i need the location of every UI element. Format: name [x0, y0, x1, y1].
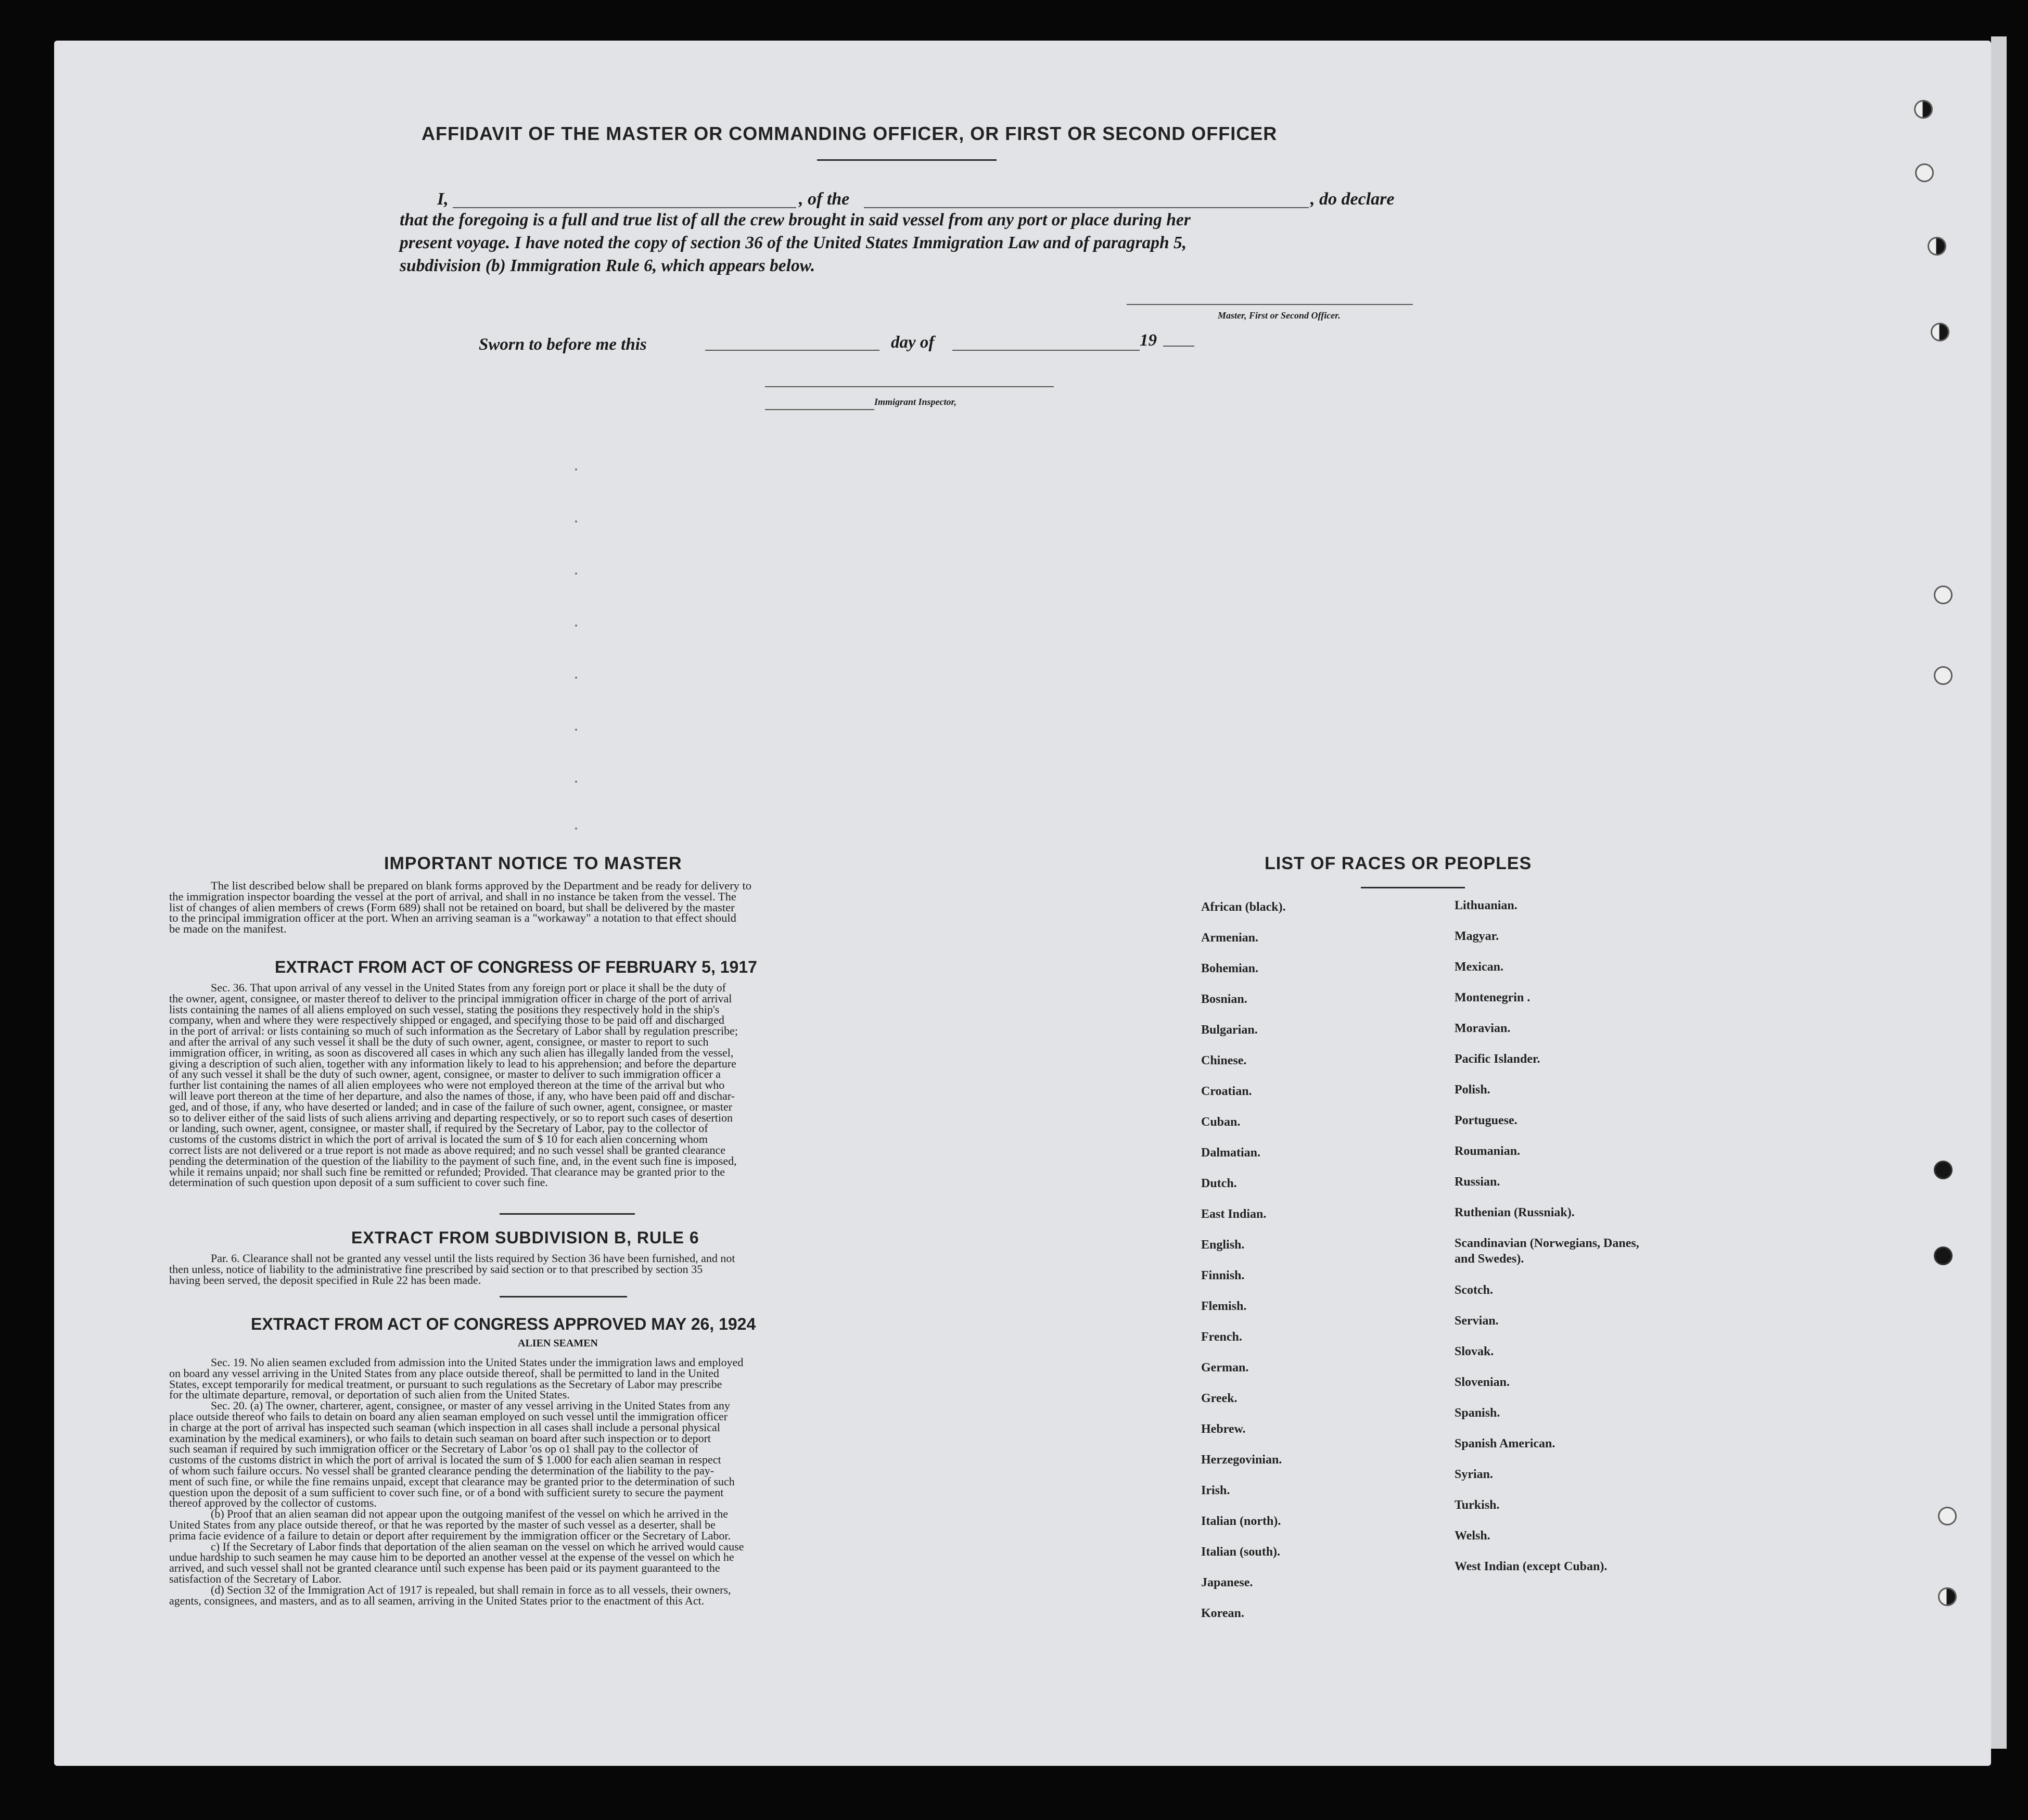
column-dot: [575, 828, 577, 830]
race-item: Polish.: [1455, 1083, 1490, 1097]
extract-1917-line: so to deliver either of the said lists of such aliens arriving and departing respectively, or so to report such cases of desertion: [169, 1111, 733, 1124]
extract-1924-line: customs of the customs district in which the port of arrival is located the sum of $ 1.000 for each alien seaman in respect: [169, 1453, 721, 1467]
race-item: German.: [1201, 1361, 1249, 1374]
extract-1924-line: examination by the medical examiners), or who fails to detain such seaman on board after such inspection or to deport: [169, 1431, 711, 1445]
page-edge: [1991, 36, 2007, 1749]
extract-1917-body: [169, 983, 950, 1188]
extract-1924-line: Sec. 19. No alien seamen excluded from admission into the United States under the immigration laws and employed: [211, 1356, 744, 1369]
notice-line: The list described below shall be prepared on blank forms approved by the Department and be ready for delivery to: [211, 879, 752, 892]
binder-hole: [1914, 100, 1933, 119]
extract-1924-line: c) If the Secretary of Labor finds that deportation of the alien seaman on the vessel on which he arrived would cause: [211, 1539, 744, 1553]
race-item: Spanish American.: [1455, 1437, 1555, 1450]
race-item: Lithuanian.: [1455, 899, 1517, 912]
affidavit-line-2: that the foregoing is a full and true list of all the crew brought in said vessel from any port or place during her: [400, 210, 1191, 230]
race-item: Scandinavian (Norwegians, Danes, and Swedes).: [1455, 1237, 1639, 1266]
extract-1917-line: while it remains unpaid; nor shall such fine be remitted or refunded; Provided. That clearance may be granted prior to the: [169, 1165, 725, 1178]
extract-1917-rule: [500, 1213, 635, 1215]
binder-hole: [1934, 666, 1953, 685]
race-item: Finnish.: [1201, 1269, 1245, 1282]
binder-hole: [1928, 237, 1946, 256]
extract-1924-line: for the ultimate departure, removal, or deportation of such alien from the United States.: [169, 1388, 570, 1402]
extract-1924-subtitle: ALIEN SEAMEN: [518, 1338, 598, 1349]
race-item: Syrian.: [1455, 1468, 1494, 1481]
race-item: East Indian.: [1201, 1207, 1267, 1221]
extract-1917-line: determination of such question upon deposit of a sum sufficient to cover such fine.: [169, 1176, 548, 1189]
race-item: Herzegovinian.: [1201, 1453, 1282, 1467]
extract-1924-title: EXTRACT FROM ACT OF CONGRESS APPROVED MAY 26, 1924: [251, 1315, 756, 1333]
notice-title: IMPORTANT NOTICE TO MASTER: [384, 854, 682, 873]
extract-1924-line: Sec. 20. (a) The owner, charterer, agent, consignee, or master of any vessel arriving in the United States from any: [211, 1399, 730, 1412]
affidavit-line-4: subdivision (b) Immigration Rule 6, which appears below.: [400, 256, 815, 275]
extract-1924-line: States, except temporarily for medical treatment, or pursuant to such regulations as the Secretary of Labor may prescribe: [169, 1377, 722, 1391]
of-the-label: , of the: [799, 189, 850, 209]
race-item: Flemish.: [1201, 1300, 1247, 1313]
race-item: Russian.: [1455, 1175, 1500, 1189]
extract-1924-line: satisfaction of the Secretary of Labor.: [169, 1572, 342, 1585]
affidavit-title: AFFIDAVIT OF THE MASTER OR COMMANDING OFFICER, OR FIRST OR SECOND OFFICER: [422, 123, 1278, 144]
extract-1917-line: giving a description of such alien, together with any information likely to lead to his apprehension; and before the departure: [169, 1057, 736, 1070]
master-signature-field[interactable]: [1127, 304, 1413, 305]
race-item: Dalmatian.: [1201, 1146, 1260, 1160]
race-item: Roumanian.: [1455, 1144, 1521, 1158]
notice-line: the immigration inspector boarding the vessel at the port of arrival, and shall in no instance be taken from the vessel. The: [169, 889, 736, 903]
race-item: Welsh.: [1455, 1529, 1490, 1543]
race-item: Magyar.: [1455, 930, 1499, 943]
race-item: Bosnian.: [1201, 992, 1247, 1006]
race-item: Italian (north).: [1201, 1514, 1281, 1528]
do-declare-label: , do declare: [1310, 189, 1395, 209]
extract-1917-line: Sec. 36. That upon arrival of any vessel in the United States from any foreign port or place it shall be the duty of: [211, 981, 726, 994]
race-item: Croatian.: [1201, 1085, 1252, 1098]
column-dot: [575, 729, 577, 731]
notice-line: list of changes of alien members of crews (Form 689) shall not be retained on board, but shall be delivered by the master: [169, 900, 735, 914]
column-dot: [575, 781, 577, 783]
race-item: Slovenian.: [1455, 1376, 1510, 1389]
binder-hole: [1938, 1507, 1957, 1525]
race-item: Italian (south).: [1201, 1545, 1281, 1559]
extract-1917-line: customs of the customs district in which the port of arrival is located the sum of $ 10 for each alien concerning whom: [169, 1132, 708, 1146]
affidavit-line-3: present voyage. I have noted the copy of section 36 of the United States Immigration Law and of paragraph 5,: [400, 233, 1187, 252]
race-item: Mexican.: [1455, 960, 1503, 974]
race-item: Servian.: [1455, 1314, 1499, 1328]
race-item: Hebrew.: [1201, 1422, 1246, 1436]
column-dot: [575, 677, 577, 679]
column-dot: [575, 625, 577, 627]
extract-1917-line: company, when and where they were respectively shipped or engaged, and specifying those to be paid off and discharged: [169, 1013, 724, 1027]
binder-hole: [1915, 163, 1934, 182]
day-of-label: day of: [891, 333, 935, 352]
affidavit-title-rule: [817, 159, 997, 161]
sworn-day-field[interactable]: [705, 350, 879, 351]
binder-hole: [1938, 1587, 1957, 1606]
sworn-label: Sworn to before me this: [479, 335, 647, 354]
race-item: West Indian (except Cuban).: [1455, 1560, 1608, 1573]
extract-1917-line: will leave port thereon at the time of her departure, and also the names of those, if any, who have been paid off and dischar-: [169, 1089, 735, 1102]
declarant-prefix: I,: [437, 189, 449, 209]
year-prefix: 19: [1140, 331, 1157, 350]
extract-1924-line: (b) Proof that an alien seaman did not appear upon the outgoing manifest of the vessel on which he arrived in the: [211, 1507, 728, 1521]
races-left-column: [1201, 899, 1446, 1636]
extract-1917-title: EXTRACT FROM ACT OF CONGRESS OF FEBRUARY 5, 1917: [275, 958, 757, 976]
binder-hole: [1934, 1246, 1953, 1265]
race-item: Irish.: [1201, 1484, 1230, 1497]
race-item: Greek.: [1201, 1392, 1238, 1405]
extract-1917-line: pending the determination of the question of the liability to the payment of such fine, and, in the event such fine is imposed,: [169, 1154, 737, 1167]
race-item: African (black).: [1201, 900, 1286, 914]
extract-1924-line: prima facie evidence of a failure to detain or deport after requirement by the immigration officer or the Secretary of Labor.: [169, 1529, 731, 1542]
extract-1924-line: on board any vessel arriving in the United States from any place outside thereof, shall be permitted to land in the United: [169, 1366, 719, 1380]
extract-1924-line: such seaman if required by such immigration officer or the Secretary of Labor 'os op o1 shall pay to the collector of: [169, 1442, 699, 1456]
extract-1924-line: question upon the deposit of a sum sufficient to cover such fine, or of a bond with sufficient surety to secure the payment: [169, 1485, 724, 1499]
race-item: Japanese.: [1201, 1576, 1253, 1589]
extract-1924-line: arrived, and such vessel shall not be granted clearance until such expense has been paid or its payment guaranteed to the: [169, 1561, 720, 1575]
extract-rule6-line: having been served, the deposit specified in Rule 22 has been made.: [169, 1273, 481, 1287]
extract-1924-line: in charge at the port of arrival has inspected such seaman (which inspection in all cases shall include a personal physical: [169, 1420, 720, 1434]
race-item: Slovak.: [1455, 1345, 1494, 1358]
extract-rule6-line: then unless, notice of liability to the administrative fine prescribed by said section or to that prescribed by section 35: [169, 1262, 703, 1276]
inspector-caption: Immigrant Inspector,: [874, 397, 957, 407]
race-item: Chinese.: [1201, 1054, 1247, 1067]
extract-rule6-body: [169, 1253, 950, 1286]
extract-1924-body: [169, 1357, 955, 1606]
extract-rule6-rule: [500, 1296, 627, 1297]
races-right-column: [1455, 898, 1657, 1589]
extract-1917-line: of any such vessel it shall be the duty of such owner, agent, consignee, or master to deliver to such immigration officer a: [169, 1067, 721, 1081]
race-item: Scotch.: [1455, 1283, 1493, 1297]
race-item: Dutch.: [1201, 1177, 1237, 1190]
extract-1924-line: thereof approved by the collector of customs.: [169, 1496, 377, 1510]
race-item: Bulgarian.: [1201, 1023, 1258, 1037]
notice-body: [169, 881, 950, 935]
race-item: Portuguese.: [1455, 1114, 1517, 1127]
extract-1924-line: of whom such failure occurs. No vessel shall be granted clearance pending the determination of the liability to the pay-: [169, 1463, 715, 1477]
race-item: Moravian.: [1455, 1022, 1511, 1035]
notice-line: be made on the manifest.: [169, 922, 287, 936]
binder-hole: [1931, 323, 1949, 341]
extract-1924-line: United States from any place outside thereof, or that he was reported by the master of such vessel as a deserter, shall be: [169, 1518, 716, 1531]
race-item: Pacific Islander.: [1455, 1052, 1540, 1066]
extract-1917-line: and after the arrival of any such vessel it shall be the duty of such owner, agent, consignee, or master to report to such: [169, 1035, 709, 1048]
extract-rule6-line: Par. 6. Clearance shall not be granted any vessel until the lists required by Section 36 have been furnished, and not: [211, 1252, 735, 1265]
extract-1924-line: undue hardship to such seamen he may cause him to be deported an another vessel at the expense of the vessel on which he: [169, 1550, 734, 1564]
notice-line: to the principal immigration officer at the port. When an arriving seaman is a "workaway" a notation to that effect should: [169, 911, 736, 925]
extract-1917-line: ged, and of those, if any, who have deserted or landed; and in case of the failure of such owner, agent, consignee, or master: [169, 1100, 733, 1113]
sworn-month-field[interactable]: [952, 350, 1140, 351]
race-item: Ruthenian (Russniak).: [1455, 1206, 1575, 1219]
master-caption: Master, First or Second Officer.: [1218, 310, 1341, 321]
extract-1917-line: lists containing the names of all aliens employed on such vessel, stating the positions they respectively hold in the ship's: [169, 1002, 720, 1016]
extract-1917-line: in the port of arrival: or lists containing so much of such information as the Secretary of Labor shall by regulation prescribe;: [169, 1024, 738, 1038]
race-item: Spanish.: [1455, 1406, 1500, 1420]
races-title-rule: [1361, 887, 1465, 888]
race-item: English.: [1201, 1238, 1245, 1252]
binder-hole: [1934, 1161, 1953, 1179]
race-item: French.: [1201, 1330, 1242, 1344]
inspector-signature-field-2[interactable]: [765, 409, 874, 410]
extract-1917-line: or landing, such owner, agent, consignee, or master shall, if required by the Secretary of Labor, pay to the collector of: [169, 1122, 708, 1135]
race-item: Korean.: [1201, 1607, 1244, 1620]
column-dot: [575, 520, 577, 523]
race-item: Montenegrin .: [1455, 991, 1530, 1004]
extract-1917-line: further list containing the names of all alien employees who were not employed thereon at the time of the arrival but who: [169, 1078, 725, 1092]
extract-1917-line: correct lists are not delivered or a true report is not made as above required; and no such vessel shall be granted clearance: [169, 1143, 726, 1156]
sworn-year-field[interactable]: [1163, 346, 1194, 347]
extract-1924-line: place outside thereof who fails to detain on board any alien seaman employed on such vessel until the immigration officer: [169, 1409, 728, 1423]
race-item: Cuban.: [1201, 1115, 1241, 1129]
column-dot: [575, 468, 577, 470]
declarant-name-field[interactable]: [453, 207, 796, 208]
races-title: LIST OF RACES OR PEOPLES: [1265, 854, 1532, 873]
extract-1917-line: immigration officer, in writing, as soon as discovered all cases in which any such alien has illegally landed from the vessel,: [169, 1046, 734, 1059]
extract-1924-line: ment of such fine, or while the fine remains unpaid, except that clearance may be granted prior to the determination of such: [169, 1474, 735, 1488]
inspector-signature-field[interactable]: [765, 386, 1054, 387]
column-dot: [575, 572, 577, 575]
binder-hole: [1934, 586, 1953, 604]
race-item: Turkish.: [1455, 1498, 1500, 1512]
extract-rule6-title: EXTRACT FROM SUBDIVISION B, RULE 6: [351, 1228, 699, 1247]
extract-1917-line: the owner, agent, consignee, or master thereof to deliver to the principal immigration officer in charge of the port of arrival: [169, 991, 732, 1005]
race-item: Bohemian.: [1201, 962, 1259, 975]
race-item: Armenian.: [1201, 931, 1258, 945]
extract-1924-line: (d) Section 32 of the Immigration Act of 1917 is repealed, but shall remain in force as to all vessels, their owners,: [211, 1583, 731, 1596]
extract-1924-line: agents, consignees, and masters, and as to all seamen, arriving in the United States prior to the enactment of this Act.: [169, 1594, 705, 1607]
vessel-name-field[interactable]: [864, 207, 1309, 208]
